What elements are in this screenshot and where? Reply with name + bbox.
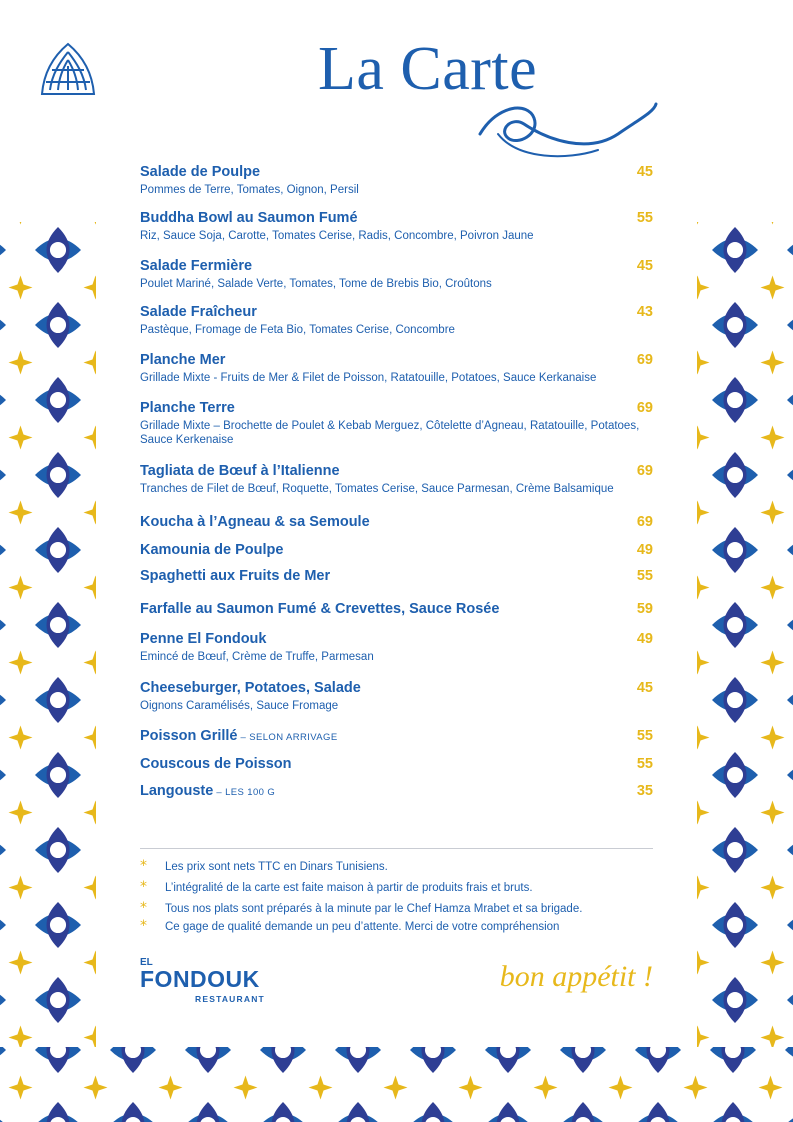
- menu-item-price: 35: [636, 783, 653, 799]
- note-text: Ce gage de qualité demande un peu d’attente. Merci de votre compréhension: [165, 921, 560, 933]
- menu-item-name: [140, 541, 653, 559]
- menu-item-title: Koucha à l’Agneau & sa Semoule: [140, 514, 370, 530]
- menu-item-title: Buddha Bowl au Saumon Fumé: [140, 210, 358, 226]
- menu-item: [140, 630, 653, 664]
- menu-item-price: 55: [636, 210, 653, 226]
- menu-item: [140, 567, 653, 585]
- menu-item-price: 45: [636, 258, 653, 274]
- menu-item-title: Penne El Fondouk: [140, 631, 267, 647]
- menu-item-description: Pommes de Terre, Tomates, Oignon, Persil: [140, 184, 359, 196]
- menu-item-price: 49: [636, 542, 653, 558]
- menu-item-title: Planche Terre: [140, 400, 235, 416]
- menu-item: [140, 600, 653, 618]
- menu-item-name: [140, 600, 653, 618]
- menu-item-name: [140, 782, 653, 802]
- brand-prefix: EL: [140, 957, 153, 968]
- menu-item-price: 55: [636, 728, 653, 744]
- menu-item-title: Spaghetti aux Fruits de Mer: [140, 568, 331, 584]
- menu-item: [140, 163, 653, 197]
- tile-pattern-bottom: [0, 1047, 793, 1122]
- menu-item: [140, 679, 653, 713]
- star-icon: *: [140, 918, 147, 934]
- menu-item-price: 55: [636, 756, 653, 772]
- menu-item: [140, 209, 653, 243]
- menu-item-price: 49: [636, 631, 653, 647]
- menu-item: [140, 303, 653, 337]
- menu-item-price: 45: [636, 680, 653, 696]
- menu-item-description: Tranches de Filet de Bœuf, Roquette, Tomates Cerise, Sauce Parmesan, Crème Balsamique: [140, 483, 614, 495]
- menu-item-title: Farfalle au Saumon Fumé & Crevettes, Sauce Rosée: [140, 601, 500, 617]
- menu-item-title: Tagliata de Bœuf à l’Italienne: [140, 463, 340, 479]
- page-title: La Carte: [318, 35, 538, 103]
- menu-item-title: Kamounia de Poulpe: [140, 542, 284, 558]
- menu-item-description: Grillade Mixte - Fruits de Mer & Filet de Poisson, Ratatouille, Potatoes, Sauce Kerkanaise: [140, 372, 597, 384]
- menu-item: [140, 513, 653, 531]
- tile-pattern-right: [697, 222, 793, 1122]
- menu-item-description: Poulet Mariné, Salade Verte, Tomates, Tome de Brebis Bio, Croûtons: [140, 278, 492, 290]
- menu-item-price: 69: [636, 463, 653, 479]
- menu-item-name: [140, 755, 653, 773]
- menu-item-price: 59: [636, 601, 653, 617]
- menu-item-title: Cheeseburger, Potatoes, Salade: [140, 680, 361, 696]
- menu-item-name: [140, 399, 653, 417]
- note-text: L’intégralité de la carte est faite maison à partir de produits frais et bruts.: [165, 882, 533, 894]
- menu-item: [140, 257, 653, 291]
- closing-text: bon appétit !: [499, 960, 653, 993]
- menu-item-price: 69: [636, 400, 653, 416]
- brand-subtitle: RESTAURANT: [195, 994, 265, 1004]
- menu-item-price: 69: [636, 352, 653, 368]
- menu-item-name: [140, 567, 653, 585]
- menu-item-price: 69: [636, 514, 653, 530]
- menu-item-name: [140, 727, 653, 747]
- menu-item-price: 45: [636, 164, 653, 180]
- divider: [140, 848, 653, 849]
- menu-item-title: Salade Fermière: [140, 258, 253, 274]
- menu-item-description: Emincé de Bœuf, Crème de Truffe, Parmesan: [140, 651, 374, 663]
- brand-name: FONDOUK: [140, 966, 260, 992]
- title-flourish: [478, 94, 658, 164]
- menu-item-name: [140, 163, 653, 181]
- menu-item-name: [140, 513, 653, 531]
- menu-item-title: Planche Mer: [140, 352, 226, 368]
- menu-item-name: [140, 303, 653, 321]
- menu-item-name: [140, 351, 653, 369]
- note-text: Tous nos plats sont préparés à la minute par le Chef Hamza Mrabet et sa brigade.: [165, 903, 583, 915]
- menu-item-price: 43: [636, 304, 653, 320]
- menu-item: [140, 462, 653, 496]
- menu-item-note: – LES 100 G: [213, 787, 276, 798]
- star-icon: *: [140, 879, 147, 895]
- menu-item-title: Couscous de Poisson: [140, 756, 292, 772]
- menu-item: [140, 351, 653, 385]
- tile-pattern-left: [0, 222, 96, 1122]
- menu-item-price: 55: [636, 568, 653, 584]
- menu-item-title: Poisson Grillé: [140, 728, 238, 744]
- menu-item-name: [140, 462, 653, 480]
- menu-item-description: Riz, Sauce Soja, Carotte, Tomates Cerise, Radis, Concombre, Poivron Jaune: [140, 230, 534, 242]
- menu-item: [140, 782, 653, 802]
- menu-item-name: [140, 630, 653, 648]
- menu-item-name: [140, 257, 653, 275]
- menu-item: [140, 541, 653, 559]
- menu-item: [140, 727, 653, 747]
- star-icon: *: [140, 900, 147, 916]
- dome-emblem-icon: [38, 40, 98, 98]
- menu-item-description: Pastèque, Fromage de Feta Bio, Tomates Cerise, Concombre: [140, 324, 455, 336]
- menu-item-name: [140, 679, 653, 697]
- menu-item-description: Oignons Caramélisés, Sauce Fromage: [140, 700, 339, 712]
- menu-item-note: – SELON ARRIVAGE: [237, 732, 338, 743]
- menu-item: [140, 399, 653, 447]
- menu-item-title: Salade Fraîcheur: [140, 304, 257, 320]
- menu-item-title: Langouste: [140, 783, 214, 799]
- menu-item-title: Salade de Poulpe: [140, 164, 261, 180]
- note-text: Les prix sont nets TTC en Dinars Tunisiens.: [165, 861, 388, 873]
- menu-item-name: [140, 209, 653, 227]
- star-icon: *: [140, 858, 147, 874]
- restaurant-logo: [140, 957, 280, 1007]
- menu-item-description: Grillade Mixte – Brochette de Poulet & Kebab Merguez, Côtelette d’Agneau, Ratatouille, Potatoes, Sauce Kerkenaise: [140, 420, 640, 446]
- menu-item: [140, 755, 653, 773]
